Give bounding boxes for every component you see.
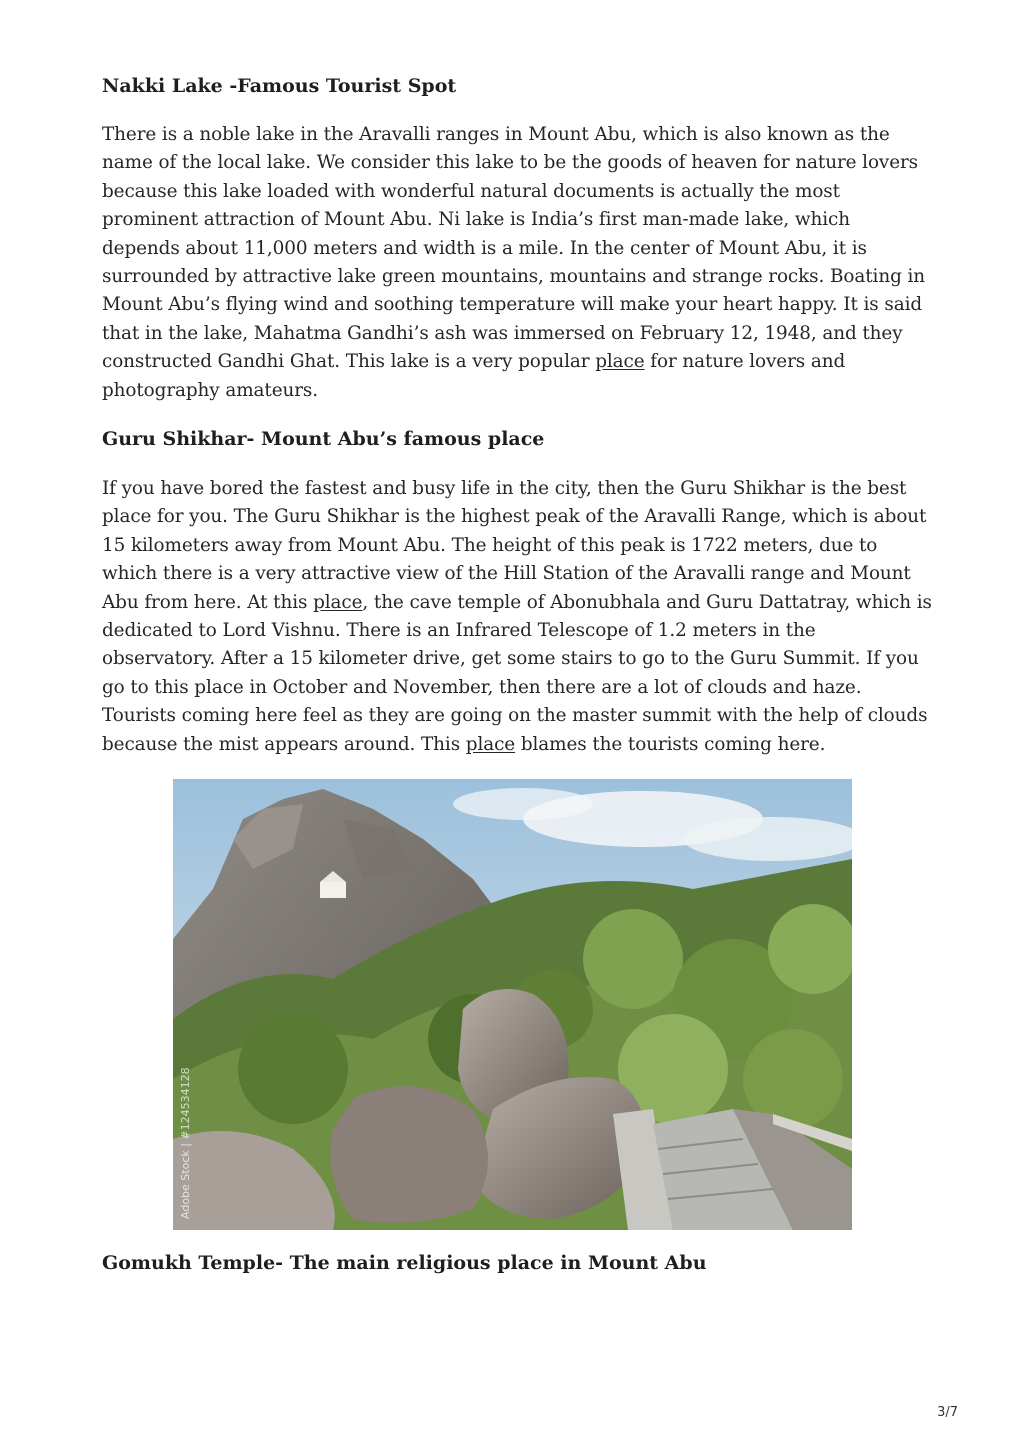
place-link[interactable]: place <box>313 591 363 613</box>
paragraph-text: If you have bored the fastest and busy life in the city, then the Guru Shikhar is the best place for you. The Guru Shikhar is the highest peak of the Aravalli Range, which is about 15 kilometers away from Mount Abu. The height of this peak is 1722 meters, due to which there is a very attractive view of the Hill Station of the Aravalli range and Mount Abu from here. At this <box>102 478 927 613</box>
photo-watermark: Adobe Stock | #124534128 <box>179 1067 192 1219</box>
section-heading-nakki-lake: Nakki Lake -Famous Tourist Spot <box>102 75 457 97</box>
paragraph-text: for nature lovers and photography amateurs. <box>102 351 846 401</box>
section-heading-guru-shikhar: Guru Shikhar- Mount Abu’s famous place <box>102 428 545 450</box>
paragraph-guru-shikhar <box>102 475 932 759</box>
paragraph-text: , the cave temple of Abonubhala and Guru Dattatray, which is dedicated to Lord Vishnu. There is an Infrared Telescope of 1.2 meters in the observatory. After a 15 kilometer drive, get some stairs to go to the Guru Summit. If you go to this place in October and November, then there are a lot of clouds and haze. Tourists coming here feel as they are going on the master summit with the help of clouds because the mist appears around. This <box>102 591 932 755</box>
section-heading-gomukh-temple: Gomukh Temple- The main religious place in Mount Abu <box>102 1252 707 1274</box>
page-number: 3/7 <box>937 1405 958 1420</box>
paragraph-text: blames the tourists coming here. <box>515 733 826 755</box>
place-link[interactable]: place <box>595 351 645 373</box>
place-link[interactable]: place <box>465 733 516 755</box>
paragraph-text: There is a noble lake in the Aravalli ranges in Mount Abu, which is also known as the name of the local lake. We consider this lake to be the goods of heaven for nature lovers because this lake loaded with wonderful natural documents is actually the most prominent attraction of Mount Abu. Ni lake is India’s first man-made lake, which depends about 11,000 meters and width is a mile. In the center of Mount Abu, it is surrounded by attractive lake green mountains, mountains and strange rocks. Boating in Mount Abu’s flying wind and soothing temperature will make your heart happy. It is said that in the lake, Mahatma Gandhi’s ash was immersed on February 12, 1948, and they constructed Gandhi Ghat. This lake is a very popular <box>102 124 926 373</box>
paragraph-nakki-lake <box>102 121 932 405</box>
guru-shikhar-photo <box>173 779 852 1230</box>
